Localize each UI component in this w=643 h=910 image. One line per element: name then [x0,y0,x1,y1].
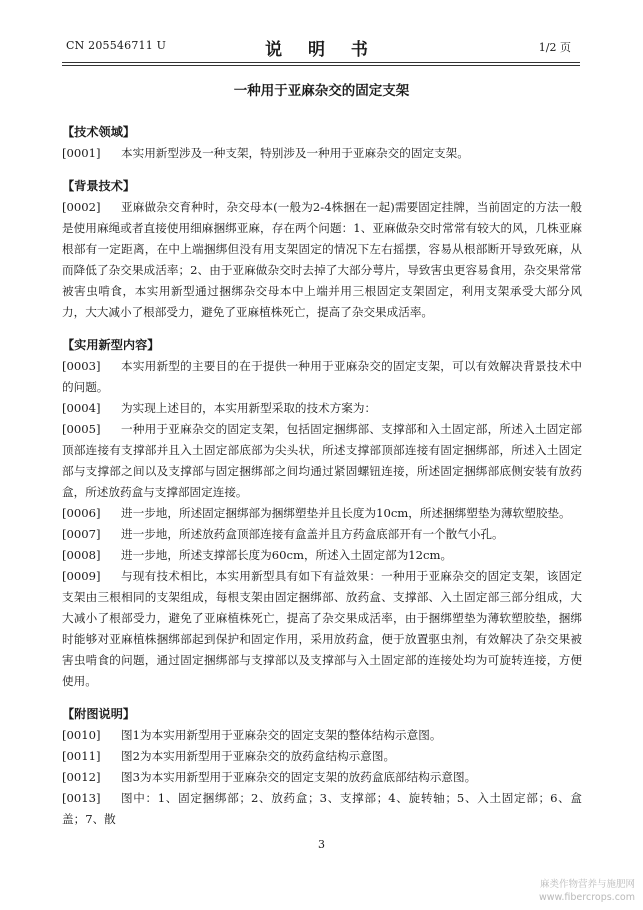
paragraph [62,197,582,323]
paragraph [62,398,582,419]
paragraph-text: 一种用于亚麻杂交的固定支架，包括固定捆绑部、支撑部和入土固定部，所述入土固定部顶部连接有支撑部并且入土固定部底部为尖头状，所述支撑部顶部连接有固定捆绑部，所述入土固定部与支撑部之间以及支撑部与固定捆绑部之间均通过紧固螺钮连接，所述固定捆绑部底侧安装有放药盒，所述放药盒与支撑部固定连接。 [62,422,582,499]
paragraph-text: 图中：1、固定捆绑部；2、放药盒；3、支撑部；4、旋转轴；5、入土固定部；6、盒盖；7、散 [62,791,582,826]
paragraph-number: [0002] [62,200,101,214]
paragraph [62,566,582,692]
document-body [62,122,582,830]
paragraph [62,545,582,566]
document-title: 一种用于亚麻杂交的固定支架 [233,83,410,99]
paragraph [62,503,582,524]
paragraph-number: [0012] [62,770,101,784]
paragraph [62,524,582,545]
paragraph-number: [0007] [62,527,101,541]
paragraph-number: [0005] [62,422,101,436]
watermark [539,878,635,904]
paragraph [62,746,582,767]
paragraph-text: 图2为本实用新型用于亚麻杂交的放药盒结构示意图。 [121,749,396,763]
paragraph-number: [0001] [62,146,101,160]
paragraph-text: 本实用新型的主要目的在于提供一种用于亚麻杂交的固定支架，可以有效解决背景技术中的问题。 [62,359,582,394]
page-header [0,0,643,70]
paragraph [62,419,582,503]
watermark-url: www.fibercrops.com [538,892,635,903]
section-heading-technical-field: 【技术领域】 [62,125,136,139]
section-heading-content: 【实用新型内容】 [62,338,160,352]
paragraph-text: 本实用新型涉及一种支架，特别涉及一种用于亚麻杂交的固定支架。 [121,146,469,160]
paragraph [62,725,582,746]
paragraph [62,143,582,164]
header-rule-bottom [62,65,580,66]
paragraph-number: [0004] [62,401,101,415]
paragraph-text: 进一步地，所述放药盒顶部连接有盒盖并且方药盒底部开有一个散气小孔。 [121,527,504,541]
paragraph-text: 为实现上述目的，本实用新型采取的技术方案为： [121,401,377,415]
paragraph-text: 与现有技术相比，本实用新型具有如下有益效果：一种用于亚麻杂交的固定支架，该固定支架由三根相同的支架组成，每根支架由固定捆绑部、放药盒、支撑部、入土固定部三部分组成，大大减小了根部受力，避免了亚麻植株死亡，提高了杂交果成活率，由于捆绑塑垫为薄软塑胶垫，捆绑时能够对亚麻植株捆绑部起到保护和固定作用，采用放药盒，便于放置驱虫剂，有效解决了杂交果被害虫啃食的问题，通过固定捆绑部与支撑部以及支撑部与入土固定部的连接处均为可旋转连接，方便使用。 [62,569,582,688]
paragraph [62,767,582,788]
paragraph [62,356,582,398]
paragraph [62,788,582,830]
paragraph-text: 图1为本实用新型用于亚麻杂交的固定支架的整体结构示意图。 [121,728,442,742]
publication-number: CN 205546711 U [66,39,167,52]
paragraph-number: [0010] [62,728,101,742]
paragraph-number: [0008] [62,548,101,562]
paragraph-number: [0013] [62,791,101,805]
paragraph-number: [0009] [62,569,101,583]
paragraph-number: [0006] [62,506,101,520]
section-heading-drawings: 【附图说明】 [62,707,136,721]
section-heading-background: 【背景技术】 [62,179,136,193]
page-counter: 1/2 页 [538,41,571,54]
paragraph-text: 进一步地，所述支撑部长度为60cm，所述入土固定部为12cm。 [121,548,453,562]
header-rule-top [62,62,580,63]
watermark-site-name: 麻类作物营养与施肥网 [539,879,635,890]
paragraph-text: 图3为本实用新型用于亚麻杂交的固定支架的放药盒底部结构示意图。 [121,770,477,784]
document-type: 说 明 书 [265,40,378,60]
paragraph-text: 进一步地，所述固定捆绑部为捆绑塑垫并且长度为10cm，所述捆绑塑垫为薄软塑胶垫。 [121,506,571,520]
paragraph-number: [0003] [62,359,101,373]
paragraph-text: 亚麻做杂交育种时，杂交母本(一般为2-4株捆在一起)需要固定挂牌，当前固定的方法一般是使用麻绳或者直接使用细麻捆绑亚麻，存在两个问题：1、亚麻做杂交时常常有较大的风，几株亚麻根部有一定距离，在中上端捆绑但没有用支架固定的情况下左右摇摆，容易从根部断开导致死麻，从而降低了杂交果成活率；2、由于亚麻做杂交时去掉了大部分萼片，导致害虫更容易食用，杂交果常常被害虫啃食，本实用新型通过捆绑杂交母本中上端并用三根固定支架固定，利用支架承受大部分风力，大大减小了根部受力，避免了亚麻植株死亡，提高了杂交果成活率。 [62,200,582,319]
page-number: 3 [318,838,325,851]
paragraph-number: [0011] [62,749,101,763]
